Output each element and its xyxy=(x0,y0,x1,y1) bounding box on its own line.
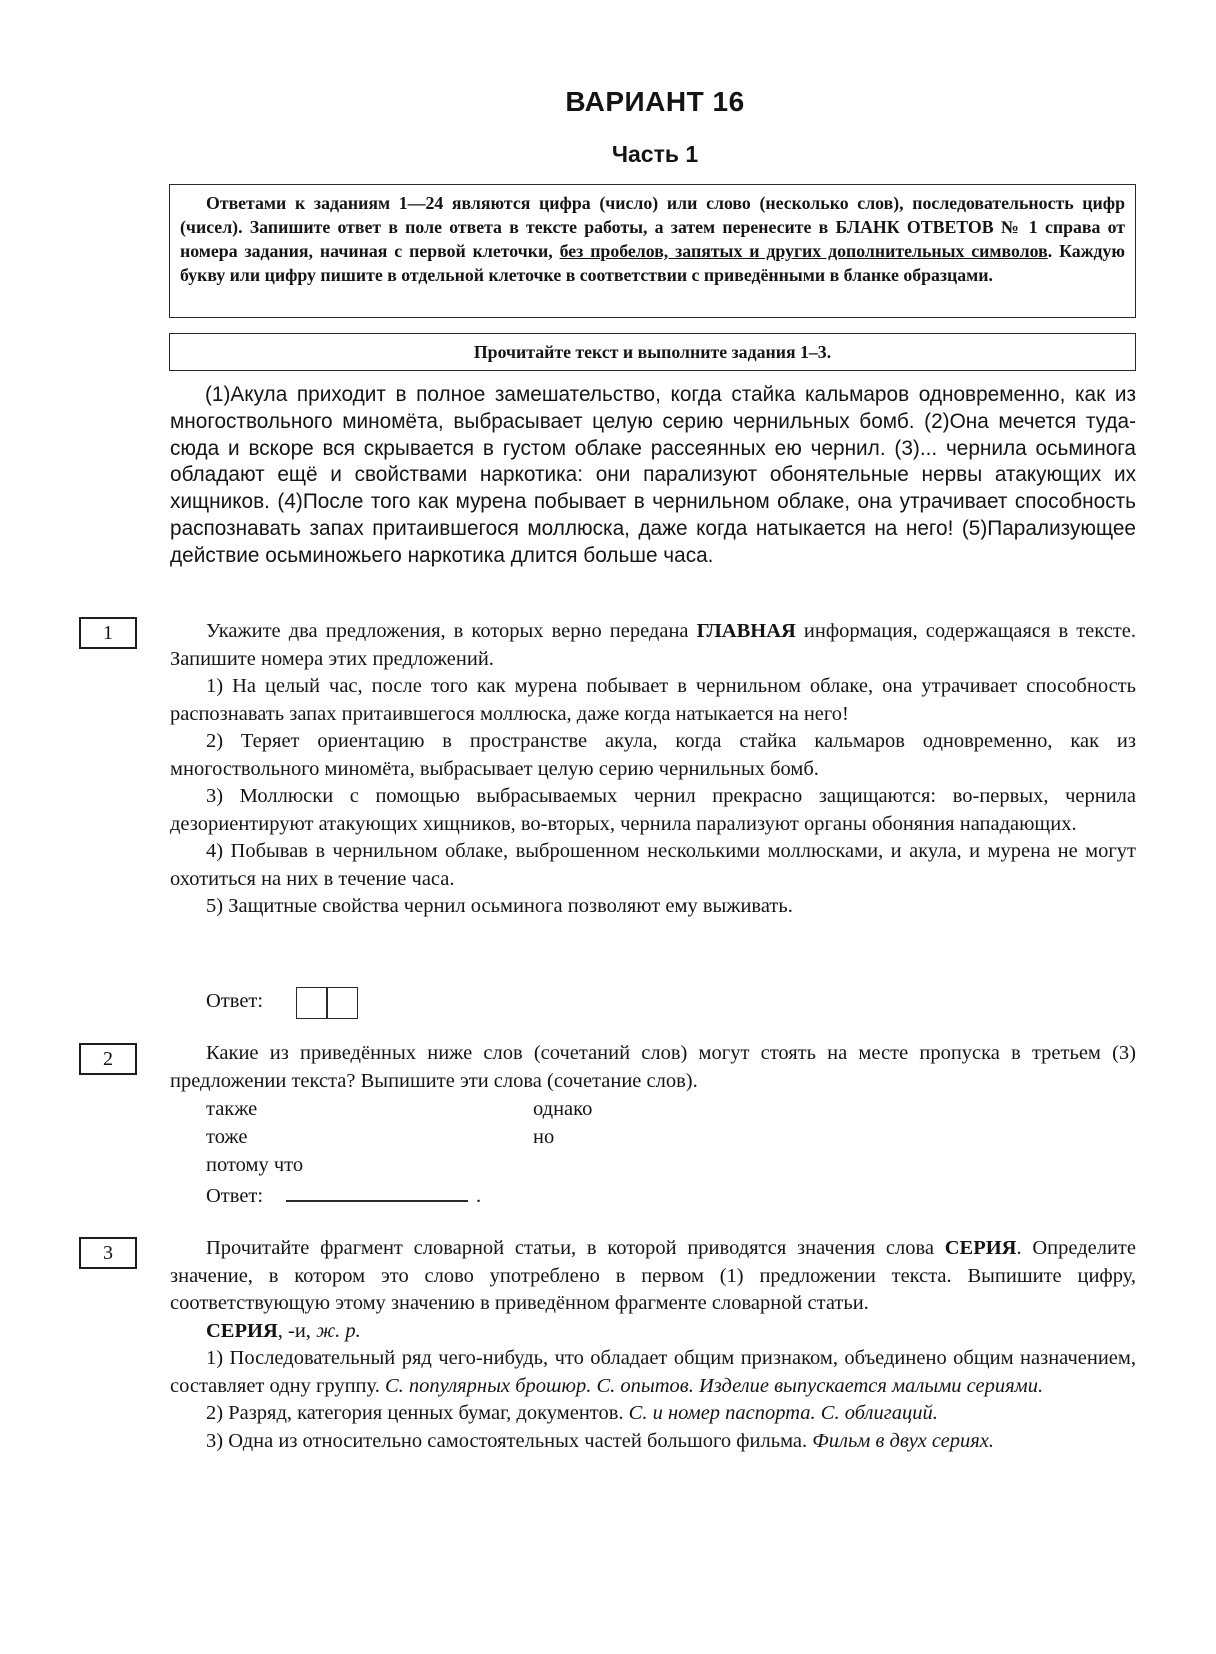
task-1-prompt-start: Укажите два предложения, в которых верно передана xyxy=(206,620,697,642)
task-3-prompt-start: Прочитайте фрагмент словарной статьи, в которой приводятся значения слова xyxy=(206,1237,945,1259)
meaning-examples: С. и номер паспорта. С. облигаций. xyxy=(628,1402,938,1424)
instructions-underlined: без пробелов, запятых и других дополнительных символов xyxy=(559,241,1048,261)
task-1-option: 5) Защитные свойства чернил осьминога позволяют ему выживать. xyxy=(206,895,793,917)
task-1-option: 1) На целый час, после того как мурена побывает в чернильном облаке, она утрачивает способность распознавать запах притаившегося моллюска, даже когда натыкается на него! xyxy=(170,675,1136,725)
passage-text: (1)Акула приходит в полное замешательство, когда стайка кальмаров одновременно, как из многоствольного миномёта, выбрасывает целую серию чернильных бомб. (2)Она мечется туда-сюда и вскоре вся скрывается в густом облаке рассеянных ею чернил. (3)... чернила осьминога обладают ещё и свойствами наркотика: они парализуют обонятельные нервы атакующих их хищников. (4)После того как мурена побывает в чернильном облаке, она утрачивает способность распознавать запах притаившегося моллюска, даже когда натыкается на него! (5)Парализующее действие осьминожьего наркотика длится больше часа. xyxy=(170,383,1136,567)
variant-title: ВАРИАНТ 16 xyxy=(565,86,745,117)
meaning-text: 3) Одна из относительно самостоятельных частей большого фильма. xyxy=(206,1429,813,1452)
task-number-2: 2 xyxy=(79,1043,137,1075)
task-3 xyxy=(170,1235,1136,1455)
task-1-prompt-bold: ГЛАВНАЯ xyxy=(696,620,796,642)
read-instruction-box xyxy=(169,333,1136,371)
entry-word: СЕРИЯ xyxy=(206,1319,278,1342)
instructions-box xyxy=(169,184,1136,318)
read-instruction: Прочитайте текст и выполните задания 1–3. xyxy=(473,342,832,362)
task-1 xyxy=(170,618,1136,921)
dictionary-entry-head xyxy=(170,1318,1136,1346)
task-1-answer-cells[interactable] xyxy=(296,987,358,1019)
meaning-3 xyxy=(170,1428,1136,1456)
word-option: также xyxy=(206,1098,258,1120)
task-2-answer-line[interactable] xyxy=(286,1200,468,1202)
task-number-3: 3 xyxy=(79,1237,137,1269)
entry-grammar-italic: ж. р. xyxy=(316,1319,361,1342)
word-option: однако xyxy=(533,1098,593,1120)
task-1-option: 2) Теряет ориентацию в пространстве акула, когда стайка кальмаров одновременно, как из многоствольного миномёта, выбрасывает целую серию чернильных бомб. xyxy=(170,730,1136,780)
meaning-1 xyxy=(170,1345,1136,1400)
cell-divider xyxy=(326,988,328,1018)
word-option: тоже xyxy=(206,1126,248,1148)
meaning-text: 1) Последовательный ряд чего-нибудь, что обладает общим признаком, объединено общим назначением, составляет одну группу. xyxy=(170,1347,1136,1397)
task-3-prompt xyxy=(170,1235,1136,1318)
task-2-prompt: Какие из приведённых ниже слов (сочетаний слов) могут стоять на месте пропуска в третьем (3) предложении текста? Выпишите эти слова (сочетание слов). xyxy=(170,1042,1136,1092)
task-1-option: 3) Моллюски с помощью выбрасываемых чернил прекрасно защищаются: во-первых, чернила дезориентируют атакующих хищников, во-вторых, чернила парализуют органы обоняния нападающих. xyxy=(170,785,1136,835)
task-1-answer-label: Ответ: xyxy=(206,990,264,1012)
meaning-text: 2) Разряд, категория ценных бумаг, документов. xyxy=(206,1402,629,1424)
instructions-text-end: . Каждую букву или цифру пишите в отдельной клеточке в соответствии с приведёнными в бланке образцами. xyxy=(180,241,1125,285)
meaning-examples: С. популярных брошюр. С. опытов. Изделие выпускается малыми сериями. xyxy=(384,1374,1044,1397)
meaning-2 xyxy=(170,1400,1136,1428)
task-1-option: 4) Побывав в чернильном облаке, выброшенном несколькими моллюсками, и акула, и мурена не могут охотиться на них в течение часа. xyxy=(170,840,1136,890)
task-3-prompt-end: . Определите значение, в котором это слово употреблено в первом (1) предложении текста. Выпишите цифру, соответствующую этому значению в приведённом фрагменте словарной статьи. xyxy=(170,1237,1136,1314)
task-2 xyxy=(170,1040,1136,1095)
task-1-prompt-end: информация, содержащаяся в тексте. Запишите номера этих предложений. xyxy=(170,620,1136,670)
task-2-answer-period: . xyxy=(476,1185,482,1207)
word-option: но xyxy=(533,1126,555,1148)
word-option: потому что xyxy=(206,1154,304,1176)
part-title: Часть 1 xyxy=(611,141,699,167)
task-2-answer-label: Ответ: xyxy=(206,1185,264,1207)
instructions-text-start: Ответами к заданиям 1—24 являются цифра (число) или слово (несколько слов), последовательность цифр (чисел). Запишите ответ в поле ответа в тексте работы, а затем перенесите в БЛАНК ОТВЕТОВ № 1 справа от номера задания, начиная с первой клеточки, xyxy=(180,193,1125,261)
passage xyxy=(170,382,1136,570)
task-3-prompt-bold: СЕРИЯ xyxy=(944,1237,1017,1259)
meaning-examples: Фильм в двух сериях. xyxy=(812,1429,995,1452)
task-1-prompt xyxy=(170,618,1136,673)
entry-grammar: , -и, xyxy=(277,1319,317,1342)
task-number-1: 1 xyxy=(79,617,137,649)
instructions-text xyxy=(180,191,1125,287)
